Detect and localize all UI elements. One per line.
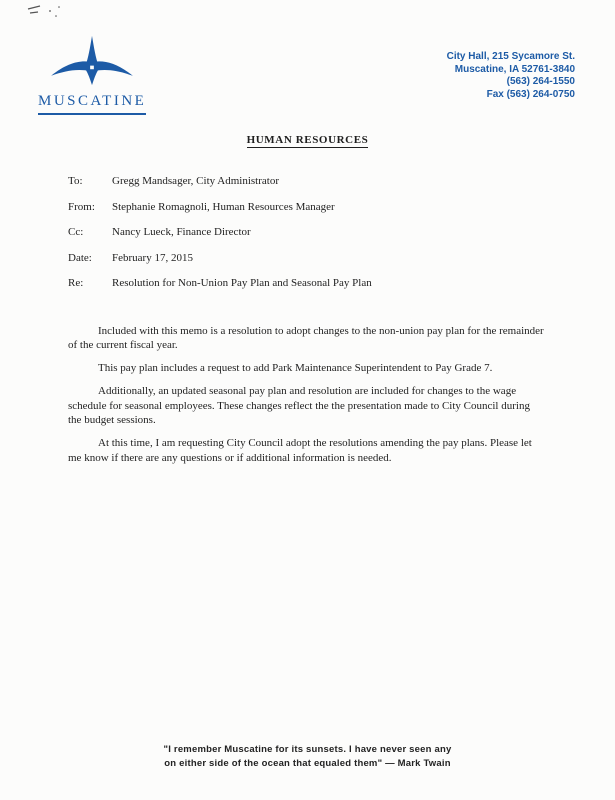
- department-heading: HUMAN RESOURCES: [246, 134, 369, 146]
- body-paragraph: This pay plan includes a request to add Park Maintenance Superintendent to Pay Grade 7.: [98, 362, 493, 374]
- memo-field-from: [68, 201, 372, 227]
- letterhead-address: [447, 51, 575, 101]
- memo-field-to: [68, 175, 372, 201]
- body-paragraph: At this time, I am requesting City Council adopt the resolutions amending the pay plans. Please let me know if there are any questions or if additional information is needed.: [68, 437, 532, 464]
- body-paragraph: Additionally, an updated seasonal pay plan and resolution are included for changes to the wage schedule for seasonal employees. These changes reflect the the presentation made to City Council during the budget sessions.: [68, 385, 530, 426]
- field-label: From:: [68, 200, 95, 213]
- field-value: Gregg Mandsager, City Administrator: [112, 175, 279, 187]
- footer-quote-line: "I remember Muscatine for its sunsets. I have never seen any: [163, 744, 452, 755]
- field-label: To:: [68, 175, 83, 187]
- memo-field-date: [68, 252, 372, 278]
- address-line: Fax (563) 264-0750: [486, 88, 575, 100]
- memo-body: [68, 324, 545, 466]
- department-heading-wrap: [0, 130, 615, 148]
- field-value: Stephanie Romagnoli, Human Resources Manager: [112, 200, 335, 213]
- pen-scribble-marks: [26, 3, 76, 21]
- field-label: Cc:: [68, 226, 84, 238]
- logo-wordmark: MUSCATINE: [38, 93, 147, 109]
- body-paragraph: Included with this memo is a resolution to adopt changes to the non-union pay plan for the remainder of the current fiscal year.: [68, 324, 544, 351]
- city-logo: [38, 34, 146, 115]
- letterhead: [0, 0, 615, 115]
- field-value: February 17, 2015: [112, 251, 193, 264]
- address-line: City Hall, 215 Sycamore St.: [446, 51, 575, 62]
- field-label: Date:: [68, 251, 92, 264]
- memo-field-cc: [68, 226, 372, 252]
- field-value: Resolution for Non-Union Pay Plan and Seasonal Pay Plan: [112, 277, 372, 289]
- footer-quote: [0, 743, 615, 770]
- field-label: Re:: [68, 277, 84, 289]
- memo-fields: [68, 175, 372, 303]
- footer-quote-line: on either side of the ocean that equaled them" — Mark Twain: [164, 757, 451, 769]
- address-line: Muscatine, IA 52761-3840: [454, 63, 575, 75]
- memo-field-re: [68, 277, 372, 303]
- field-value: Nancy Lueck, Finance Director: [112, 226, 251, 238]
- muscatine-logo-icon: [44, 34, 140, 86]
- address-line: (563) 264-1550: [506, 76, 575, 87]
